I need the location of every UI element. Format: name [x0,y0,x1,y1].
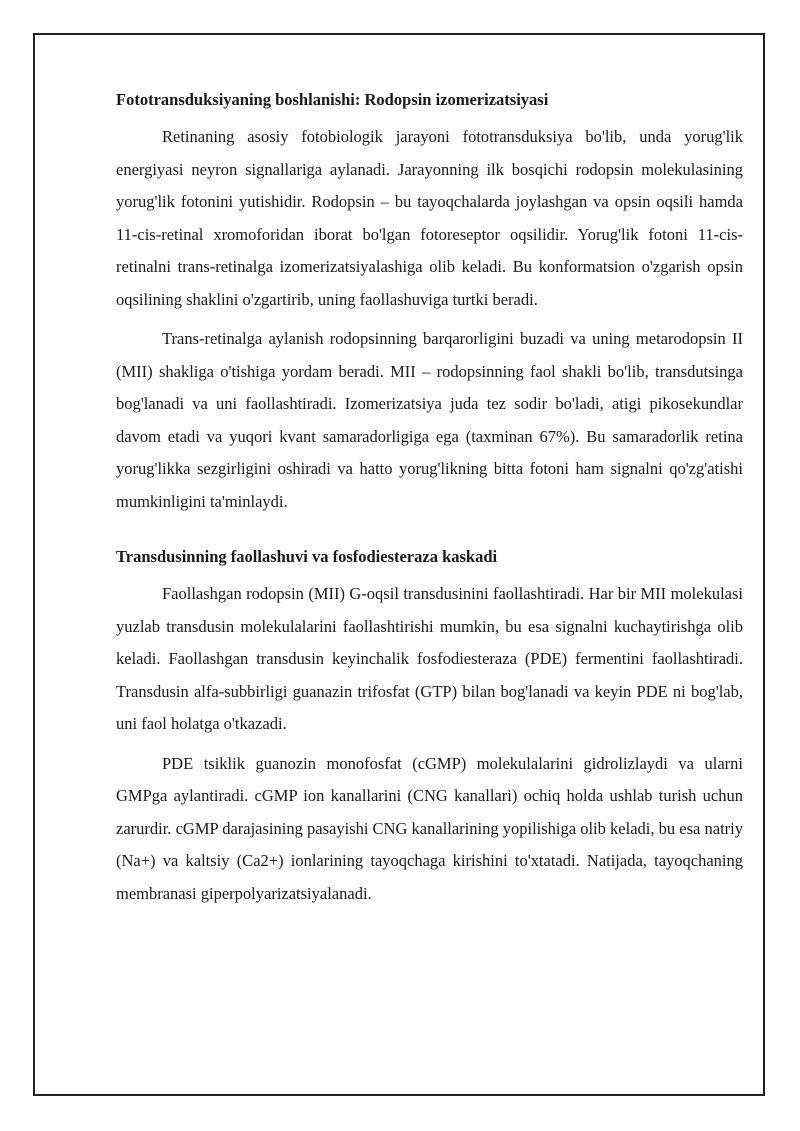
paragraph-rhodopsin-1: Retinaning asosiy fotobiologik jarayoni fototransduksiya bo'lib, unda yorug'lik energiyasi neyron signallariga aylanadi. Jarayonning ilk bosqichi rodopsin molekulasining yorug'lik fotonini yutishidir. Rodopsin – bu tayoqchalarda joylashgan va opsin oqsili hamda 11-cis-retinal xromoforidan iborat bo'lgan fotoreseptor oqsilidir. Yorug'lik fotoni 11-cis-retinalni trans-retinalga izomerizatsiyalashiga olib keladi. Bu konformatsion o'zgarish opsin oqsilining shaklini o'zgartirib, uning faollashuviga turtki beradi. [116,127,743,309]
paragraph-transducin-1: Faollashgan rodopsin (MII) G-oqsil transdusinini faollashtiradi. Har bir MII molekulasi yuzlab transdusin molekulalarini faollashtirishi mumkin, bu esa signalni kuchaytirishga olib keladi. Faollashgan transdusin keyinchalik fosfodiesteraza (PDE) fermentini faollashtiradi. Transdusin alfa-subbirligi guanazin trifosfat (GTP) bilan bog'lanadi va keyin PDE ni bog'lab, uni faol holatga o'tkazadi. [116,584,743,733]
section-heading-rhodopsin: Fototransduksiyaning boshlanishi: Rodopsin izomerizatsiyasi [116,90,549,109]
paragraph-transducin-2: PDE tsiklik guanozin monofosfat (cGMP) molekulalarini gidrolizlaydi va ularni GMPga aylantiradi. cGMP ion kanallarini (CNG kanallari) ochiq holda ushlab turish uchun zarurdir. cGMP darajasining pasayishi CNG kanallarining yopilishiga olib keladi, bu esa natriy (Na+) va kaltsiy (Ca2+) ionlarining tayoqchaga kirishini to'xtatadi. Natijada, tayoqchaning membranasi giperpolyarizatsiyalanadi. [116,753,743,903]
paragraph-rhodopsin-2: Trans-retinalga aylanish rodopsinning barqarorligini buzadi va uning metarodopsin II (MII) shakliga o'tishiga yordam beradi. MII – rodopsinning faol shakli bo'lib, transdutsinga bog'lanadi va uni faollashtiradi. Izomerizatsiya juda tez sodir bo'ladi, atigi pikosekundlar davom etadi va yuqori kvant samaradorligiga ega (taxminan 67%). Bu samaradorlik retina yorug'likka sezgirligini oshiradi va hatto yorug'likning bitta fotoni ham signalni qo'zg'atishi mumkinligini ta'minlaydi. [116,329,743,511]
section-heading-transducin: Transdusinning faollashuvi va fosfodiesteraza kaskadi [116,547,498,566]
document-body [116,86,743,917]
